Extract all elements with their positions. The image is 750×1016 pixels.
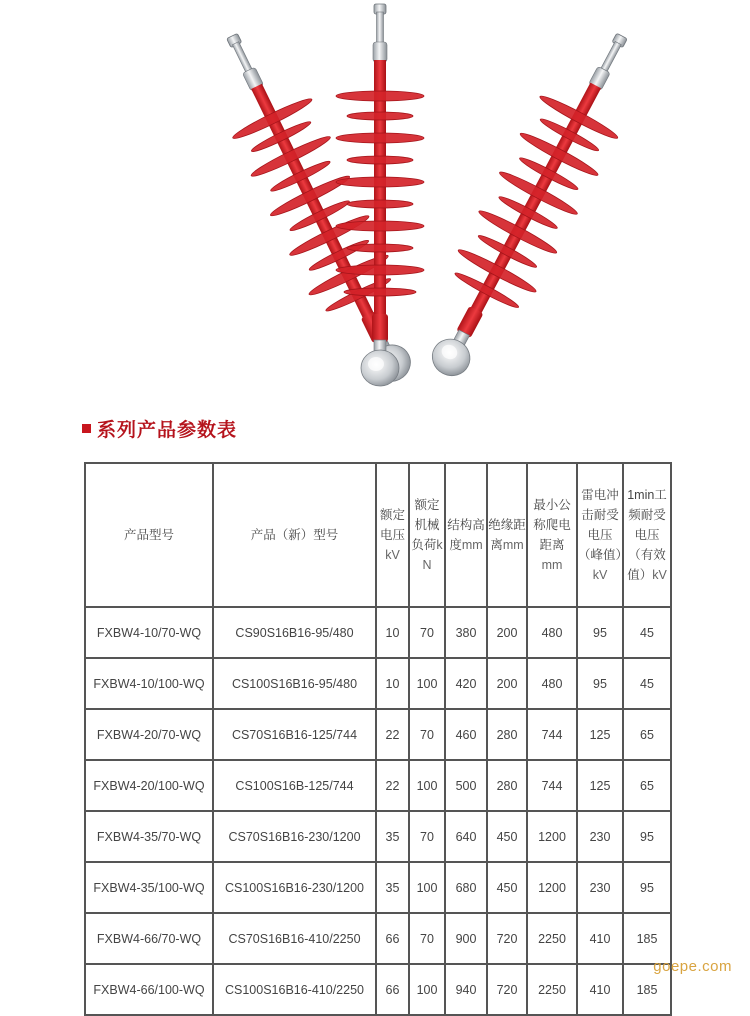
table-cell: FXBW4-10/70-WQ: [85, 607, 213, 658]
table-cell: 66: [376, 964, 409, 1015]
table-cell: CS100S16B-125/744: [213, 760, 376, 811]
header-cell: 产品型号: [85, 463, 213, 607]
table-cell: 744: [527, 760, 577, 811]
table-cell: 100: [409, 658, 445, 709]
table-cell: FXBW4-35/100-WQ: [85, 862, 213, 913]
header-cell: 产品（新）型号: [213, 463, 376, 607]
table-cell: 70: [409, 913, 445, 964]
table-row: [85, 862, 671, 913]
table-cell: CS70S16B16-230/1200: [213, 811, 376, 862]
table-cell: FXBW4-10/100-WQ: [85, 658, 213, 709]
table-row: [85, 811, 671, 862]
table-cell: 22: [376, 709, 409, 760]
header-cell: 额定机械负荷kN: [409, 463, 445, 607]
table-cell: 410: [577, 964, 623, 1015]
table-cell: 66: [376, 913, 409, 964]
insulator-left-image: [192, 17, 439, 399]
table-cell: 230: [577, 862, 623, 913]
table-row: [85, 760, 671, 811]
table-cell: CS70S16B16-125/744: [213, 709, 376, 760]
table-cell: CS100S16B16-230/1200: [213, 862, 376, 913]
table-cell: 70: [409, 811, 445, 862]
table-cell: 65: [623, 760, 671, 811]
table-cell: 460: [445, 709, 487, 760]
table-cell: 2250: [527, 913, 577, 964]
table-cell: 95: [577, 607, 623, 658]
header-cell: 结构高度mm: [445, 463, 487, 607]
table-cell: 380: [445, 607, 487, 658]
table-cell: 744: [527, 709, 577, 760]
table-cell: 100: [409, 964, 445, 1015]
table-cell: 35: [376, 811, 409, 862]
table-cell: 420: [445, 658, 487, 709]
table-cell: 65: [623, 709, 671, 760]
table-row: [85, 964, 671, 1015]
table-cell: 95: [623, 862, 671, 913]
table-cell: 640: [445, 811, 487, 862]
table-cell: 450: [487, 862, 527, 913]
table-row: [85, 658, 671, 709]
table-cell: 940: [445, 964, 487, 1015]
table-cell: 480: [527, 658, 577, 709]
table-row: [85, 913, 671, 964]
table-row: [85, 607, 671, 658]
table-cell: 200: [487, 607, 527, 658]
header-cell: 额定电压 kV: [376, 463, 409, 607]
table-cell: 480: [527, 607, 577, 658]
table-cell: FXBW4-66/70-WQ: [85, 913, 213, 964]
heading-marker-icon: [82, 424, 91, 433]
table-cell: 450: [487, 811, 527, 862]
table-cell: 1200: [527, 862, 577, 913]
header-cell: 雷电冲击耐受电压（峰值）kV: [577, 463, 623, 607]
table-cell: 720: [487, 964, 527, 1015]
table-cell: 100: [409, 760, 445, 811]
table-row: [85, 709, 671, 760]
table-cell: 280: [487, 709, 527, 760]
table-cell: FXBW4-20/70-WQ: [85, 709, 213, 760]
table-cell: 185: [623, 964, 671, 1015]
insulator-right-image: [404, 15, 661, 394]
parameter-table: [84, 462, 672, 1016]
table-cell: 200: [487, 658, 527, 709]
table-cell: 125: [577, 760, 623, 811]
table-cell: 70: [409, 709, 445, 760]
table-cell: CS70S16B16-410/2250: [213, 913, 376, 964]
table-header-row: [85, 463, 671, 607]
table-cell: 1200: [527, 811, 577, 862]
header-cell: 最小公称爬电距离 mm: [527, 463, 577, 607]
table-cell: 10: [376, 607, 409, 658]
header-cell: 1min工频耐受电压（有效值）kV: [623, 463, 671, 607]
table-cell: 45: [623, 658, 671, 709]
table-cell: CS90S16B16-95/480: [213, 607, 376, 658]
table-cell: 45: [623, 607, 671, 658]
table-cell: 35: [376, 862, 409, 913]
table-cell: 2250: [527, 964, 577, 1015]
table-cell: 410: [577, 913, 623, 964]
table-cell: 185: [623, 913, 671, 964]
table-cell: 22: [376, 760, 409, 811]
table-cell: 95: [623, 811, 671, 862]
table-cell: CS100S16B16-95/480: [213, 658, 376, 709]
product-photo: [0, 0, 750, 400]
table-cell: 95: [577, 658, 623, 709]
section-heading: [82, 414, 237, 442]
table-cell: 125: [577, 709, 623, 760]
table-cell: 720: [487, 913, 527, 964]
section-title: 系列产品参数表: [97, 418, 238, 441]
table-cell: 10: [376, 658, 409, 709]
table-cell: 100: [409, 862, 445, 913]
table-cell: FXBW4-20/100-WQ: [85, 760, 213, 811]
table-cell: 500: [445, 760, 487, 811]
table-cell: 280: [487, 760, 527, 811]
table-cell: CS100S16B16-410/2250: [213, 964, 376, 1015]
table-cell: FXBW4-66/100-WQ: [85, 964, 213, 1015]
table-cell: 230: [577, 811, 623, 862]
insulator-center-image: [336, 4, 424, 386]
table-cell: 680: [445, 862, 487, 913]
table-cell: FXBW4-35/70-WQ: [85, 811, 213, 862]
header-cell: 绝缘距离mm: [487, 463, 527, 607]
table-cell: 70: [409, 607, 445, 658]
watermark: goepe.com: [653, 958, 732, 975]
table-cell: 900: [445, 913, 487, 964]
